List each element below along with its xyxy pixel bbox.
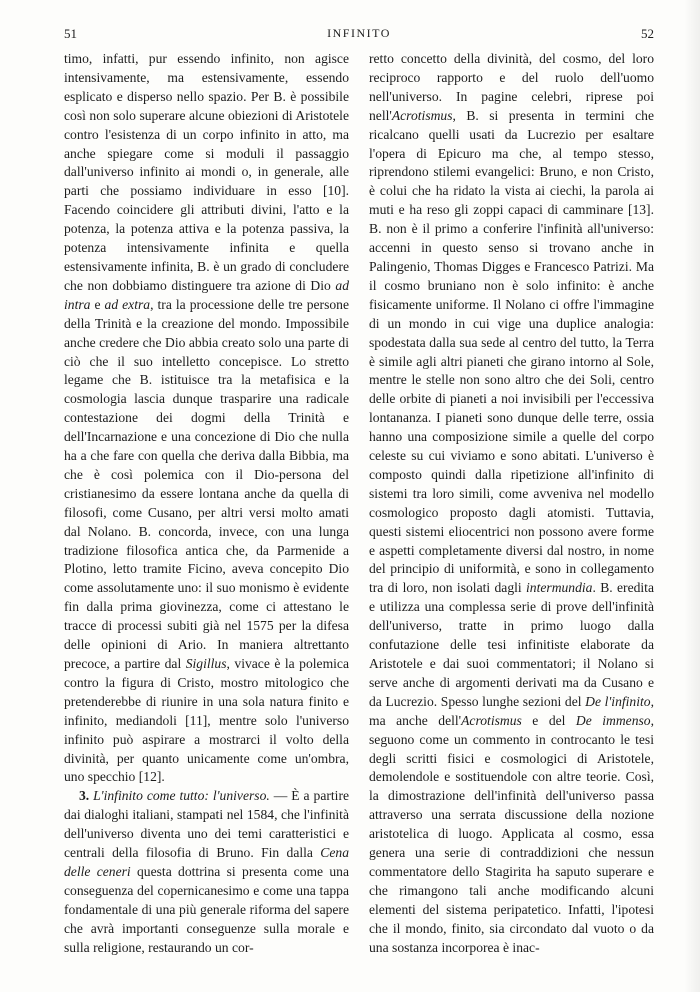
text-run: — È a partire dai dialoghi italiani, stampati nel 1584, che l'infinità dell'universo diventa uno dei temi caratteristici e centrali della filosofia di Bruno. Fin dalla bbox=[64, 788, 350, 861]
right-column bbox=[369, 50, 654, 958]
page-number-left: 51 bbox=[64, 26, 77, 41]
italic-title: De l'infinito bbox=[585, 693, 651, 709]
left-column bbox=[64, 50, 349, 958]
italic-term: intermundia bbox=[526, 580, 593, 596]
scan-edge-shadow bbox=[684, 0, 700, 992]
right-paragraph-1 bbox=[369, 50, 654, 958]
italic-title: Sigillus bbox=[185, 656, 227, 671]
section-3-paragraph bbox=[64, 787, 349, 957]
italic-term: ad extra bbox=[104, 296, 151, 312]
text-run: e bbox=[90, 296, 105, 312]
page-header bbox=[64, 26, 654, 44]
text-run: retto concetto della divinità, del cosmo, del loro reciproco rapporto e del ruolo dell'uomo nell'universo. In pagine celebri, riprese poi nell' bbox=[369, 51, 654, 123]
section-title: L'infinito come tutto: l'universo. bbox=[93, 788, 270, 804]
italic-title: De immenso bbox=[575, 712, 651, 728]
section-number: 3. bbox=[78, 788, 90, 804]
text-run: , vivace è la polemica contro la figura di Cristo, mostro mitologico che pretenderebbe di riunire in una sola natura finito e infinito, mediandoli [11], mentre solo l'universo infinito può aspirare a mostrarci il volto della divinità, per quanto unicamente come un'ombra, uno specchio [12]. bbox=[64, 656, 349, 785]
text-run: timo, infatti, pur essendo infinito, non agisce intensivamente, ma estensivamente, essendo esplicato e disperso nello spazio. Per B. è possibile così non solo superare alcune obiezioni di Aristotele contro l'esistenza di un corpo infinito in atto, ma anche spiegare come si moduli il passaggio dall'universo infinito ai mondi o, in generale, alle parti che possiamo individuare in esso [10]. Facendo coincidere gli attributi divini, l'atto e la potenza, la potenza attiva e la potenza passiva, la potenza intensivamente infinita e quella estensivamente infinita, B. è un grado di concludere che non dobbiamo distinguere tra azione di Dio bbox=[64, 51, 349, 293]
italic-title: Acrotismus bbox=[461, 712, 522, 728]
text-run: , B. si presenta in termini che ricalcano quelli usati da Lucrezio per esaltare l'opera di Epicuro ma che, al tempo stesso, riprendono stilemi evangelici: Bruno, e non Cristo, è colui che ha ridato la vista ai ciechi, la parola ai muti e ha reso gli zoppi capaci di camminare [13]. B. non è il primo a conferire l'infinità all'universo: accenni in questo senso si trovano anche in Palingenio, Thomas Digges e Francesco Patrizi. Ma il cosmo bruniano non è solo infinito: è anche fisicamente uniforme. Il Nolano ci offre l'immagine di un mondo in cui vige una duplice analogia: spodestata dalla sua sede al centro del tutto, la Terra è simile agli altri pianeti che girano intorno al Sole, mentre le stelle non sono altro che dei Soli, centro delle orbite di pianeti a noi invisibili per l'eccessiva lontananza. I pianeti sono dunque delle terre, ossia hanno una composizione simile a quelle del corpo celeste su cui viviamo e sono abitati. L'universo è composto quindi dalla ripetizione all'infinito di sistemi tra loro simili, come avveniva nel modello cosmologico proposto dagli atomisti. Tuttavia, questi sistemi eliocentrici non possono avere forme e aspetti completamente diversi dal nostro, in nome del principio di uniformità, e sono in collegamento tra di loro, non isolati dagli bbox=[369, 107, 654, 596]
italic-title: Cena delle ceneri bbox=[64, 845, 349, 879]
text-run: . B. eredita e utilizza una complessa serie di prove dell'infinità dell'universo, tratte in primo luogo dalla confutazione delle tesi infinitiste elaborate da Aristotele e dai suoi commentatori; il Nolano si serve anche di argomenti derivati ma da Cusano e da Lucrezio. Spesso lunghe sezioni del bbox=[369, 580, 654, 709]
text-run: , tra la processione delle tre persone della Trinità e la creazione del mondo. Impossibile anche credere che Dio abbia creato solo una parte di ciò che il suo intelletto concepisce. Lo stretto legame che B. istituisce tra la metafisica e la cosmologia lascia dunque trasparire una radicale contestazione dei dogmi della Trinità e dell'Incarnazione e una concezione di Dio che nulla ha a che fare con quella che deriva dalla Bibbia, ma che è così polemica con il Dio-persona del cristianesimo da essere lontana anche da quella di filosofi, come Cusano, per altri versi molto amati dal Nolano. B. concorda, invece, con una lunga tradizione filosofica antica che, da Parmenide a Plotino, letto tramite Ficino, aveva concepito Dio come assolutamente uno: il suo monismo è evidente fin dalla prima giovinezza, come ci attestano le tracce di processi subiti già nel 1575 per la difesa delle opinioni di Ario. In maniera altrettanto precoce, a partire dal bbox=[64, 296, 349, 671]
running-title: INFINITO bbox=[327, 26, 391, 40]
page-number-right: 52 bbox=[641, 26, 654, 41]
italic-title: Acrotismus bbox=[391, 107, 453, 123]
text-run: e del bbox=[521, 712, 576, 728]
text-run: questa dottrina si presenta come una conseguenza del copernicanesimo e come una tappa fondamentale di una più generale riforma del sapere che avrà importanti conseguenze sulla morale e sulla religione, restaurando un cor- bbox=[64, 863, 350, 955]
italic-term: ad intra bbox=[64, 277, 349, 312]
text-run: , seguono come un commento in controcanto le tesi degli scritti fisici e cosmologici di Aristotele, demolendole e sostituendole con altre teorie. Così, la dimostrazione dell'infinità dell'universo passa attraverso una serrata discussione della nozione aristotelica di luogo. Applicata al cosmo, essa genera una serie di contraddizioni che nessun commentatore dello Stagirita ha saputo superare e che rimangono tali anche modificando alcuni elementi del sistema peripatetico. Infatti, l'ipotesi che il mondo, finito, sia circondato dal vuoto o da una sostanza incorporea è inac- bbox=[369, 712, 654, 955]
left-paragraph-1 bbox=[64, 50, 349, 787]
text-run: , ma anche dell' bbox=[369, 693, 654, 728]
